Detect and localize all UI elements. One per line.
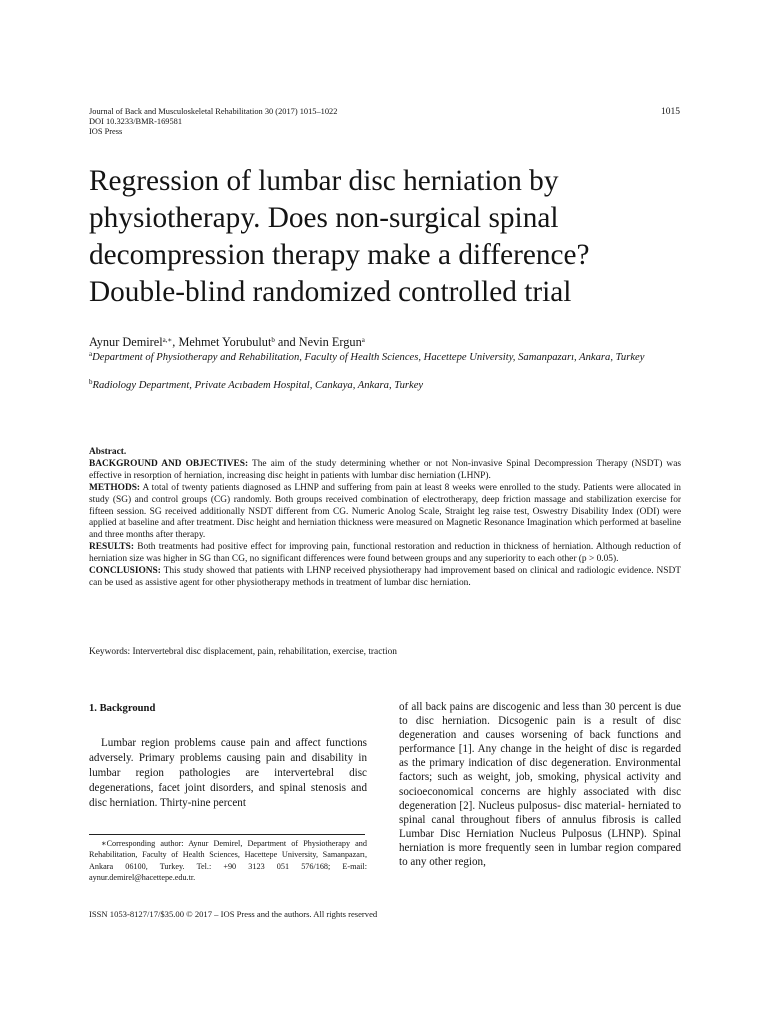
body-paragraph-left: Lumbar region problems cause pain and affect functions adversely. Primary problems causing pain and disability in lumbar region pathologies are intervertebral disc degenerations, facet joint disorders, and spinal stenosis and disc herniation. Thirty-nine percent bbox=[89, 737, 367, 809]
author-name: Mehmet Yorubulut bbox=[178, 335, 272, 349]
author-list bbox=[89, 333, 365, 349]
page-number: 1015 bbox=[661, 107, 680, 117]
author-superscript: a bbox=[361, 336, 365, 344]
abstract-text: This study showed that patients with LHNP received physiotherapy had improvement based on clinical and radiologic evidence. NSDT can be used as assistive agent for other physiotherapy methods in treatment of lumbar disc herniation. bbox=[89, 566, 681, 588]
author-name: Aynur Demirel bbox=[89, 335, 163, 349]
author-name: Nevin Ergun bbox=[298, 335, 362, 349]
author-separator: , bbox=[172, 335, 179, 349]
journal-header bbox=[89, 107, 337, 137]
abstract-text: A total of twenty patients diagnosed as LHNP and suffering from pain at least 8 weeks were enrolled to the study. Patients were allocated in study (SG) and control groups (CG) randomly. Both groups received combination of electrotherapy, deep friction massage and stabilization exercise for fifteen session. SG received additionally NSDT different from CG. Numeric Anolog Scale, Straight leg raise test, Oswestry Disability Index (ODI) were applied at baseline and after treatment. Disc height and herniation thickness were measured on Magnetic Resonance Imagination which performed at baseline and three months after therapy. bbox=[89, 482, 681, 541]
affiliation-text: Radiology Department, Private Acıbadem Hospital, Cankaya, Ankara, Turkey bbox=[92, 380, 424, 391]
keywords: Keywords: Intervertebral disc displacement, pain, rehabilitation, exercise, traction bbox=[89, 647, 397, 657]
abstract-label: BACKGROUND AND OBJECTIVES: bbox=[89, 458, 249, 469]
abstract bbox=[89, 447, 681, 590]
abstract-label: METHODS: bbox=[89, 482, 141, 493]
author-separator: and bbox=[274, 335, 299, 349]
affiliation-marker: b bbox=[89, 378, 93, 386]
journal-citation: Journal of Back and Musculoskeletal Rehabilitation 30 (2017) 1015–1022 bbox=[89, 107, 338, 116]
copyright-line: ISSN 1053-8127/17/$35.00 © 2017 – IOS Press and the authors. All rights reserved bbox=[89, 909, 378, 919]
affiliation-b bbox=[89, 376, 689, 393]
abstract-text: The aim of the study determining whether or not Non-invasive Spinal Decompression Therapy (NSDT) was effective in resorption of herniation, increasing disc height in patients with lumbar disc herniation (LHNP). bbox=[89, 458, 682, 481]
author-superscript: b bbox=[271, 336, 275, 344]
paper-title: Regression of lumbar disc herniation by physiotherapy. Does non-surgical spinal decompression therapy make a difference? Double-blind randomized controlled trial bbox=[89, 165, 590, 308]
abstract-label: RESULTS: bbox=[89, 542, 134, 553]
section-heading: 1. Background bbox=[89, 703, 156, 714]
affiliation-a bbox=[89, 348, 689, 365]
author-superscript: a,∗ bbox=[162, 336, 173, 344]
abstract-heading: Abstract. bbox=[89, 447, 127, 457]
doi: DOI 10.3233/BMR-169581 bbox=[89, 117, 183, 126]
corresponding-author-footnote: ∗Corresponding author: Aynur Demirel, Department of Physiotherapy and Rehabilitation, Faculty of Health Sciences, Hacettepe University, Samanpazarı, Ankara 06100, Turkey. Tel.: +90 3123 051 576/168; E-mail: aynur.demirel@hacettepe.edu.tr. bbox=[89, 839, 367, 883]
abstract-text: Both treatments had positive effect for improving pain, functional restoration and reduction in thickness of herniation. Although reduction of herniation size was higher in SG than CG, no significant differences were found between groups and any superiority to each other (p > 0.05). bbox=[89, 542, 681, 565]
affiliation-text: Department of Physiotherapy and Rehabilitation, Faculty of Health Sciences, Hacettepe University, Samanpazarı, Ankara, Turkey bbox=[92, 352, 645, 363]
abstract-label: CONCLUSIONS: bbox=[89, 566, 161, 577]
footnote-divider bbox=[89, 834, 365, 835]
publisher: IOS Press bbox=[89, 127, 123, 136]
body-paragraph-right: of all back pains are discogenic and less than 30 percent is due to disc herniation. Dicsogenic pain is a result of disc degeneration and causes worsening of back functions and performance [1]. Any change in the height of disc is regarded as the primary indication of disc degeneration. Environmental factors; such as weight, job, smoking, physical activity and socioeconomical concerns are highly associated with disc degeneration [2]. Nucleus pulposus- disc material- herniated to spinal canal throughout fibers of annulus fibrosis is called Lumbar Disc Herniation Nucleus Pulposus (LHNP). Spinal herniation is more frequently seen in lumbar region compared to any other region, bbox=[399, 701, 681, 869]
affiliation-marker: a bbox=[89, 350, 93, 358]
